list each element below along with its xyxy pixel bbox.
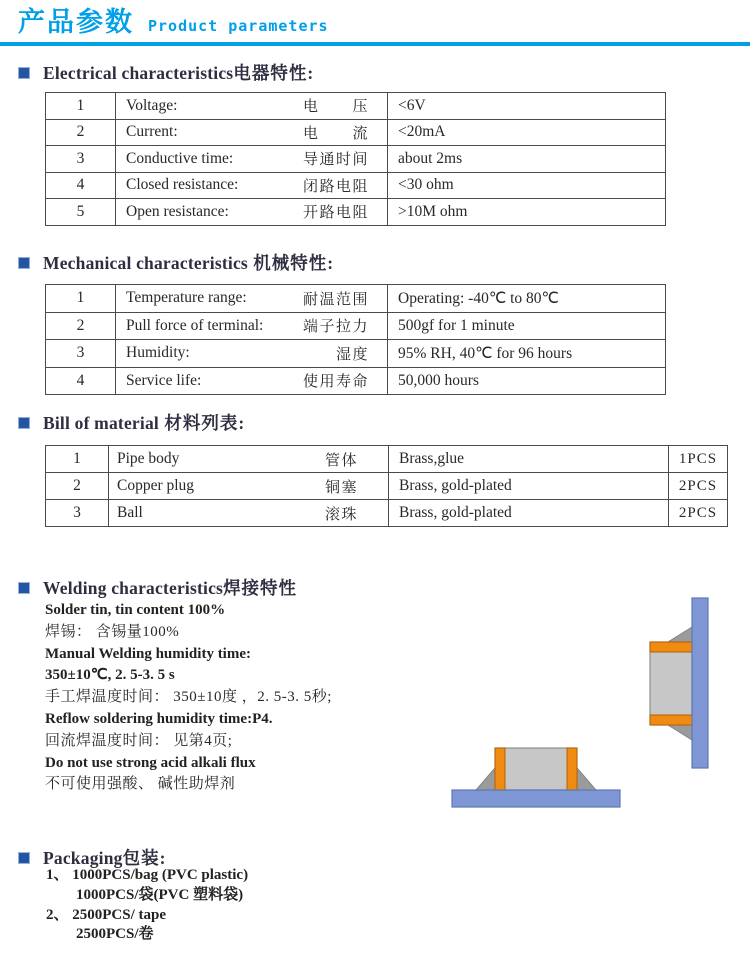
section-title-en: Electrical characteristics [43,63,234,83]
part-cell [109,446,389,473]
section-heading-bom [18,410,245,435]
parameter-zh: 电 流 [302,125,369,142]
parameter-value: <6V [388,93,666,120]
welding-note-line: Do not use strong acid alkali flux [45,754,256,771]
welding-note-line: 回流焊温度时间： 见第4页; [45,732,233,749]
parameter-cell [116,285,388,313]
parameter-value: >10M ohm [388,199,666,226]
parameter-en: Conductive time: [126,149,234,167]
section-bullet-icon [18,67,30,79]
solder-fillet [668,725,692,740]
table-row [46,340,666,368]
part-material: Brass, gold-plated [389,473,669,500]
section-title [43,575,297,600]
row-number: 2 [46,119,116,146]
welding-note-line: 焊锡： 含锡量100% [45,623,180,640]
table-row [46,500,728,527]
table-row [46,312,666,340]
row-number: 1 [46,446,109,473]
section-bullet-icon [18,582,30,594]
page-title-en: Product parameters [148,16,329,35]
section-title-en: Welding characteristics [43,578,224,598]
parameter-en: Pull force of terminal: [126,316,264,334]
welding-note-line: 不可使用强酸、 碱性助焊剂 [45,776,236,793]
solder-band [650,715,692,725]
solder-fillet [577,768,596,790]
parameter-cell [116,146,388,173]
header-divider [0,42,750,46]
section-bullet-icon [18,417,30,429]
page-title-zh: 产品参数 [18,7,134,37]
parameter-value: <30 ohm [388,172,666,199]
parameter-cell [116,199,388,226]
welding-note-line: 350±10℃, 2. 5-3. 5 s [45,667,175,684]
table-row [46,367,666,395]
welding-note-line: Reflow soldering humidity time:P4. [45,710,273,727]
part-qty: 2PCS [669,500,728,527]
parameter-en: Open resistance: [126,202,229,220]
section-title-zh: 焊接特性 [223,578,298,598]
pcb-board [692,598,708,768]
switch-body [495,748,577,790]
packaging-notes [46,866,248,945]
soldering-orientation-diagram [440,585,740,830]
solder-fillet [668,627,692,642]
packaging-line: 2500PCS/卷 [76,926,154,943]
row-number: 4 [46,367,116,395]
section-title-en: Packaging [43,848,123,868]
section-heading-mechanical [18,250,334,275]
parameter-zh: 耐温范围 [302,291,369,308]
packaging-line: 1、 1000PCS/bag (PVC plastic) [46,867,249,883]
part-en: Pipe body [117,450,180,467]
section-bullet-icon [18,257,30,269]
solder-band [495,748,505,790]
packaging-line: 1000PCS/袋(PVC 塑料袋) [76,886,244,903]
row-number: 3 [46,340,116,368]
parameter-value: 95% RH, 40℃ for 96 hours [388,340,666,368]
parameter-value: about 2ms [388,146,666,173]
part-material: Brass, gold-plated [389,500,669,527]
part-qty: 1PCS [669,446,728,473]
diagram-svg [440,585,740,830]
table-row [46,119,666,146]
parameter-cell [116,367,388,395]
table-row [46,446,728,473]
table-row [46,473,728,500]
welding-note-line: 手工焊温度时间： 350±10度 ，2. 5-3. 5秒; [45,689,332,706]
table-row [46,172,666,199]
table-row [46,146,666,173]
section-title [43,60,314,85]
parameter-zh: 开路电阻 [302,205,369,222]
section-bullet-icon [18,852,30,864]
parameter-en: Humidity: [126,344,190,362]
part-zh: 滚珠 [324,506,358,523]
solder-fillet [476,768,495,790]
row-number: 1 [46,93,116,120]
page-header [18,8,329,38]
row-number: 1 [46,285,116,313]
part-en: Copper plug [117,477,195,494]
welding-note-line: Solder tin, tin content 100% [45,602,226,618]
part-cell [109,500,389,527]
section-title-zh: 包装: [122,848,167,868]
row-number: 3 [46,146,116,173]
section-title-zh: 材料列表: [158,413,246,433]
part-zh: 管体 [324,452,358,469]
mechanical-table [45,284,666,395]
section-title-zh: 电器特性: [233,63,315,83]
section-title [43,410,245,435]
row-number: 4 [46,172,116,199]
section-title-en: Bill of material [43,413,159,433]
parameter-value: <20mA [388,119,666,146]
part-zh: 铜塞 [324,479,358,496]
parameter-cell [116,340,388,368]
solder-band [567,748,577,790]
parameter-en: Closed resistance: [126,176,239,194]
section-heading-welding [18,575,297,600]
section-title [43,250,334,275]
bom-table [45,445,728,527]
row-number: 3 [46,500,109,527]
switch-body [650,642,692,725]
part-material: Brass,glue [389,446,669,473]
parameter-value: Operating: -40℃ to 80℃ [388,285,666,313]
part-en: Ball [117,504,143,521]
pcb-board [452,790,620,807]
section-heading-electrical [18,60,314,85]
parameter-en: Voltage: [126,96,178,114]
section-title-zh: 机械特性: [247,253,335,273]
part-qty: 2PCS [669,473,728,500]
row-number: 2 [46,473,109,500]
parameter-zh: 闭路电阻 [302,178,369,195]
row-number: 2 [46,312,116,340]
parameter-zh: 湿度 [335,346,369,363]
parameter-cell [116,119,388,146]
welding-note-line: Manual Welding humidity time: [45,645,252,662]
parameter-cell [116,312,388,340]
table-row [46,199,666,226]
parameter-value: 500gf for 1 minute [388,312,666,340]
table-row [46,285,666,313]
parameter-zh: 端子拉力 [302,319,369,336]
welding-notes [45,600,445,796]
parameter-en: Temperature range: [126,289,247,307]
parameter-en: Current: [126,123,178,141]
row-number: 5 [46,199,116,226]
parameter-en: Service life: [126,371,202,389]
parameter-cell [116,93,388,120]
parameter-cell [116,172,388,199]
parameter-value: 50,000 hours [388,367,666,395]
table-row [46,93,666,120]
packaging-line: 2、 2500PCS/ tape [46,906,167,923]
parameter-zh: 导通时间 [302,152,369,169]
part-cell [109,473,389,500]
parameter-zh: 使用寿命 [302,374,369,391]
section-title-en: Mechanical characteristics [43,253,248,273]
parameter-zh: 电 压 [302,99,369,116]
electrical-table [45,92,666,226]
solder-band [650,642,692,652]
